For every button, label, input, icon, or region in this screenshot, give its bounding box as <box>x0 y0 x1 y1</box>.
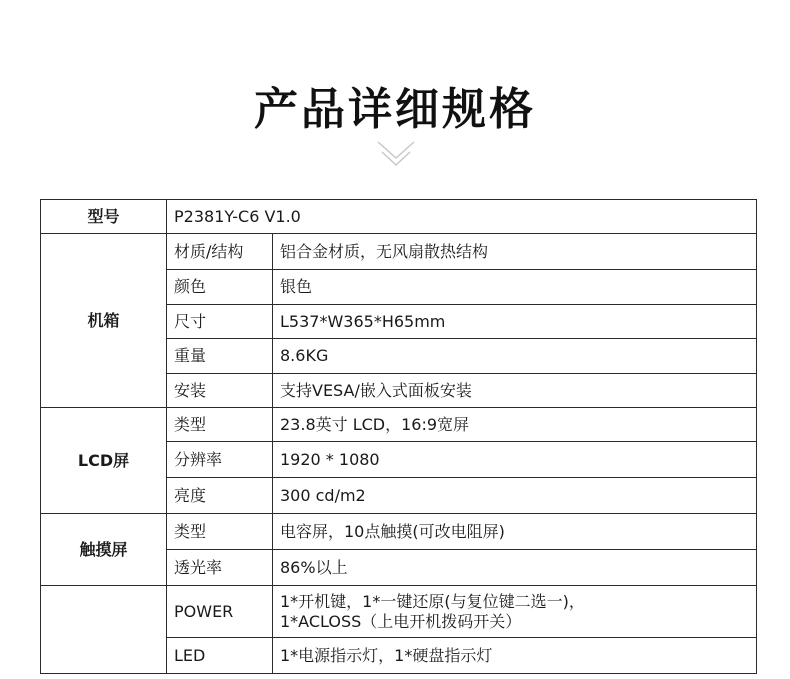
table-row <box>41 408 757 442</box>
spec-label: POWER <box>167 586 273 638</box>
model-value: P2381Y-C6 V1.0 <box>167 200 757 234</box>
spec-label: 亮度 <box>167 478 273 514</box>
page-title: 产品详细规格 <box>254 84 536 135</box>
spec-label: 尺寸 <box>167 305 273 339</box>
spec-value: 8.6KG <box>273 339 757 374</box>
spec-label: 类型 <box>167 514 273 550</box>
spec-table <box>40 199 757 674</box>
table-row-model <box>41 200 757 234</box>
spec-value: 铝合金材质，无风扇散热结构 <box>273 234 757 270</box>
spec-label: 安装 <box>167 374 273 408</box>
spec-label: LED <box>167 638 273 674</box>
spec-value: 23.8英寸 LCD，16:9宽屏 <box>273 408 757 442</box>
table-row <box>41 514 757 550</box>
spec-value-line: 1*开机键，1*一键还原(与复位键二选一)， <box>280 591 585 611</box>
spec-value: 86%以上 <box>273 550 757 586</box>
spec-value: 银色 <box>273 270 757 305</box>
spec-value: 1920 * 1080 <box>273 442 757 478</box>
spec-value <box>273 586 757 638</box>
spec-label: 类型 <box>167 408 273 442</box>
model-label: 型号 <box>41 200 167 234</box>
table-row <box>41 586 757 638</box>
group-name-chassis: 机箱 <box>41 234 167 408</box>
group-name-lcd: LCD屏 <box>41 408 167 514</box>
spec-label: 颜色 <box>167 270 273 305</box>
chevron-down-icon <box>376 138 416 172</box>
group-name-touchscreen: 触摸屏 <box>41 514 167 586</box>
group-name-io <box>41 586 167 674</box>
spec-label: 重量 <box>167 339 273 374</box>
spec-value: 1*电源指示灯，1*硬盘指示灯 <box>273 638 757 674</box>
spec-label: 透光率 <box>167 550 273 586</box>
table-row <box>41 234 757 270</box>
spec-label: 分辨率 <box>167 442 273 478</box>
spec-label: 材质/结构 <box>167 234 273 270</box>
spec-value: L537*W365*H65mm <box>273 305 757 339</box>
spec-value: 支持VESA/嵌入式面板安装 <box>273 374 757 408</box>
spec-value: 300 cd/m2 <box>273 478 757 514</box>
spec-value: 电容屏，10点触摸(可改电阻屏) <box>273 514 757 550</box>
spec-value-line: 1*ACLOSS（上电开机拨码开关） <box>280 611 522 631</box>
